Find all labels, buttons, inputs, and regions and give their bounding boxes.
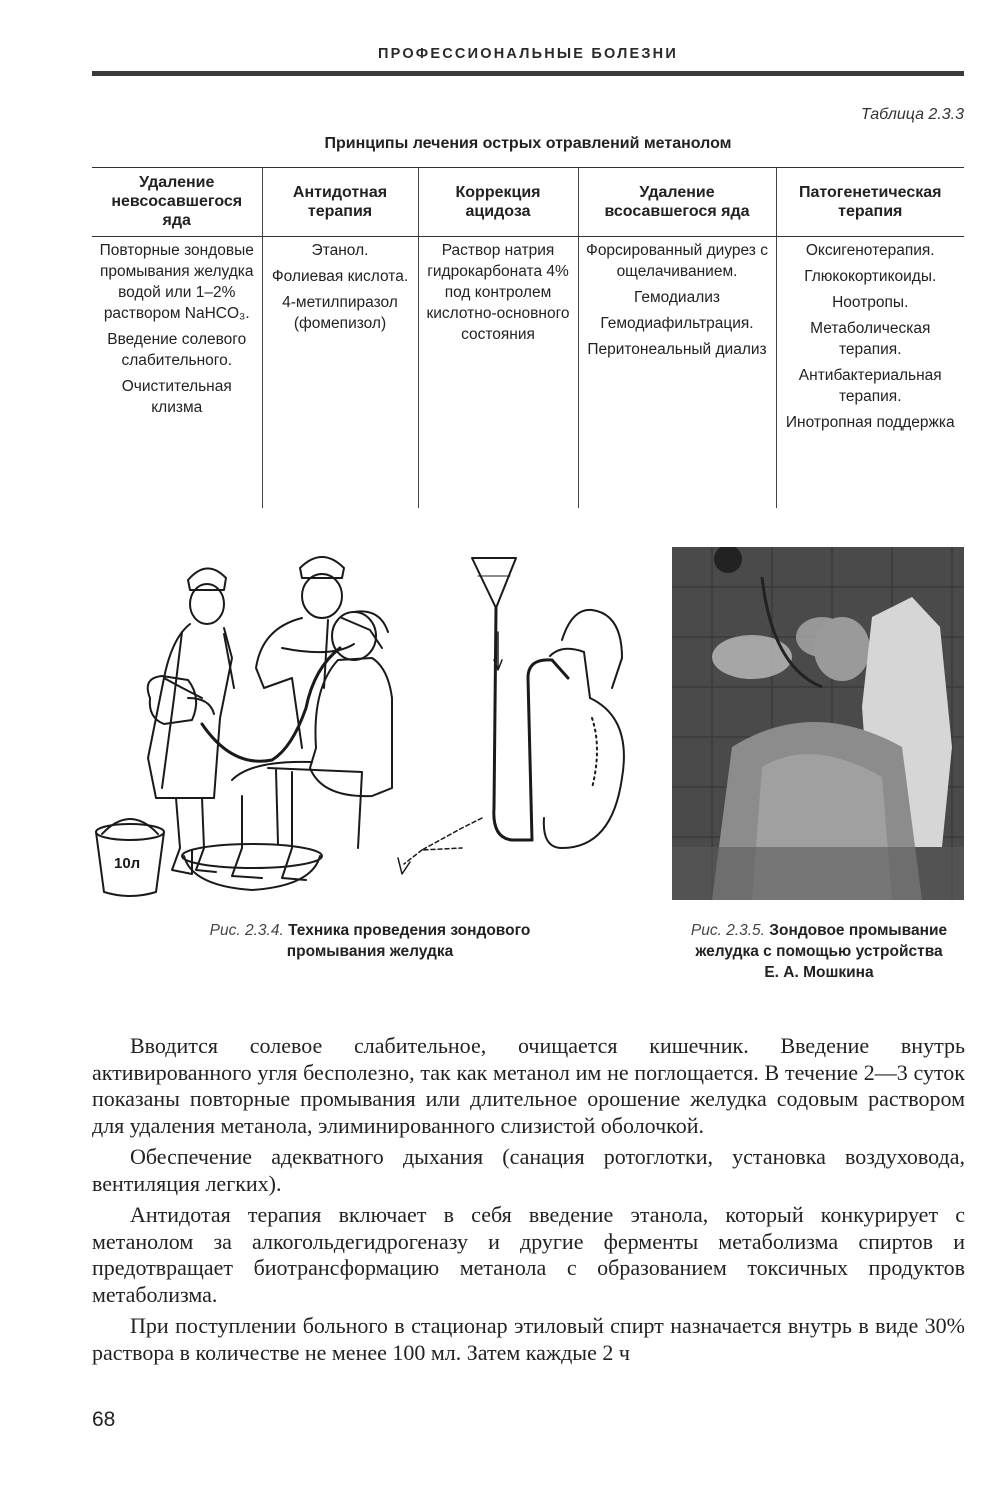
table-cell bbox=[92, 237, 262, 509]
table-caption: Принципы лечения острых отравлений метанолом bbox=[324, 135, 732, 152]
table-cell bbox=[776, 237, 964, 509]
column-header: Антидотная терапия bbox=[262, 168, 418, 237]
bucket-label: 10л bbox=[114, 855, 141, 872]
column-header: Коррекция ацидоза bbox=[418, 168, 578, 237]
cell-text: Гемодиализ bbox=[633, 289, 721, 306]
table-row bbox=[92, 237, 964, 509]
figure-number: Рис. 2.3.5. bbox=[690, 922, 765, 939]
paragraph: При поступлении больного в стационар этиловый спирт назначается внутрь в виде 30% раствора в количестве не менее 100 мл. Затем каждые 2 ч bbox=[92, 1313, 965, 1365]
column-header: Удаление всосавшегося яда bbox=[578, 168, 776, 237]
cell-text: 4-метилпиразол (фомепизол) bbox=[282, 294, 398, 332]
table-number: Таблица 2.3.3 bbox=[860, 106, 964, 123]
page-number: 68 bbox=[92, 1408, 116, 1431]
gastric-lavage-illustration bbox=[92, 548, 652, 906]
figure-caption bbox=[688, 920, 950, 983]
stomach-schematic bbox=[398, 558, 624, 874]
figure-caption bbox=[160, 920, 580, 962]
cell-text: Повторные зондовые промывания желудка водой или 1–2% раствором NaHCO₃. bbox=[99, 242, 254, 322]
cell-text: Метаболическая терапия. bbox=[810, 320, 931, 358]
bucket bbox=[96, 819, 164, 896]
cell-text: Глюкокортикоиды. bbox=[804, 268, 937, 285]
figure-number: Рис. 2.3.4. bbox=[209, 922, 284, 939]
cell-text: Фолиевая кислота. bbox=[271, 268, 409, 285]
moshkin-device-photo bbox=[672, 547, 964, 900]
header-rule bbox=[92, 71, 964, 76]
treatment-table bbox=[92, 167, 964, 508]
table-cell bbox=[262, 237, 418, 509]
doctor-figure bbox=[256, 557, 382, 748]
cell-text: Инотропная поддержка bbox=[785, 414, 955, 431]
cell-text: Перитонеальный диализ bbox=[587, 341, 767, 358]
column-header: Удаление невсосавшегося яда bbox=[92, 168, 262, 237]
cell-text: Ноотропы. bbox=[832, 294, 909, 311]
paragraph: Антидотая терапия включает в себя введение этанола, который конкурирует с метанолом за алкогольдегидрогеназу и другие ферменты метаболизма спиртов и предотвращает биотрансформацию метанола с образованием токсичных продуктов метаболизма. bbox=[92, 1202, 965, 1307]
table-cell bbox=[578, 237, 776, 509]
paragraph: Обеспечение адекватного дыхания (санация ротоглотки, установка воздуховода, вентиляция легких). bbox=[92, 1144, 965, 1196]
cell-text: Антибактериальная терапия. bbox=[798, 367, 942, 405]
cell-text: Оксигенотерапия. bbox=[805, 242, 935, 259]
table-header-row bbox=[92, 168, 964, 237]
cell-text: Введение солевого слабительного. bbox=[107, 331, 247, 369]
figure-title: Зондовое промывание желудка с помощью устройства Е. А. Мошкина bbox=[695, 922, 948, 981]
cell-text: Раствор натрия гидрокарбоната 4% под контролем кислотно-основного состояния bbox=[426, 242, 570, 343]
cell-text: Форсированный диурез с ощелачиванием. bbox=[586, 242, 768, 280]
cell-text: Гемодиафильтрация. bbox=[600, 315, 754, 332]
paragraph: Вводится солевое слабительное, очищается кишечник. Введение внутрь активированного угля бесполезно, так как метанол им не поглощается. В течение 2—3 суток показаны повторные промывания или длительное орошение желудка содовым раствором для удаления метанола, элиминированного слизистой оболочкой. bbox=[92, 1033, 965, 1138]
figure-title: Техника проведения зондового промывания желудка bbox=[286, 922, 531, 960]
column-header: Патогенетическая терапия bbox=[776, 168, 964, 237]
cell-text: Этанол. bbox=[311, 242, 369, 259]
cell-text: Очистительная клизма bbox=[121, 378, 232, 416]
table-cell bbox=[418, 237, 578, 509]
running-header: ПРОФЕССИОНАЛЬНЫЕ БОЛЕЗНИ bbox=[378, 46, 678, 62]
body-text bbox=[92, 1033, 965, 1371]
